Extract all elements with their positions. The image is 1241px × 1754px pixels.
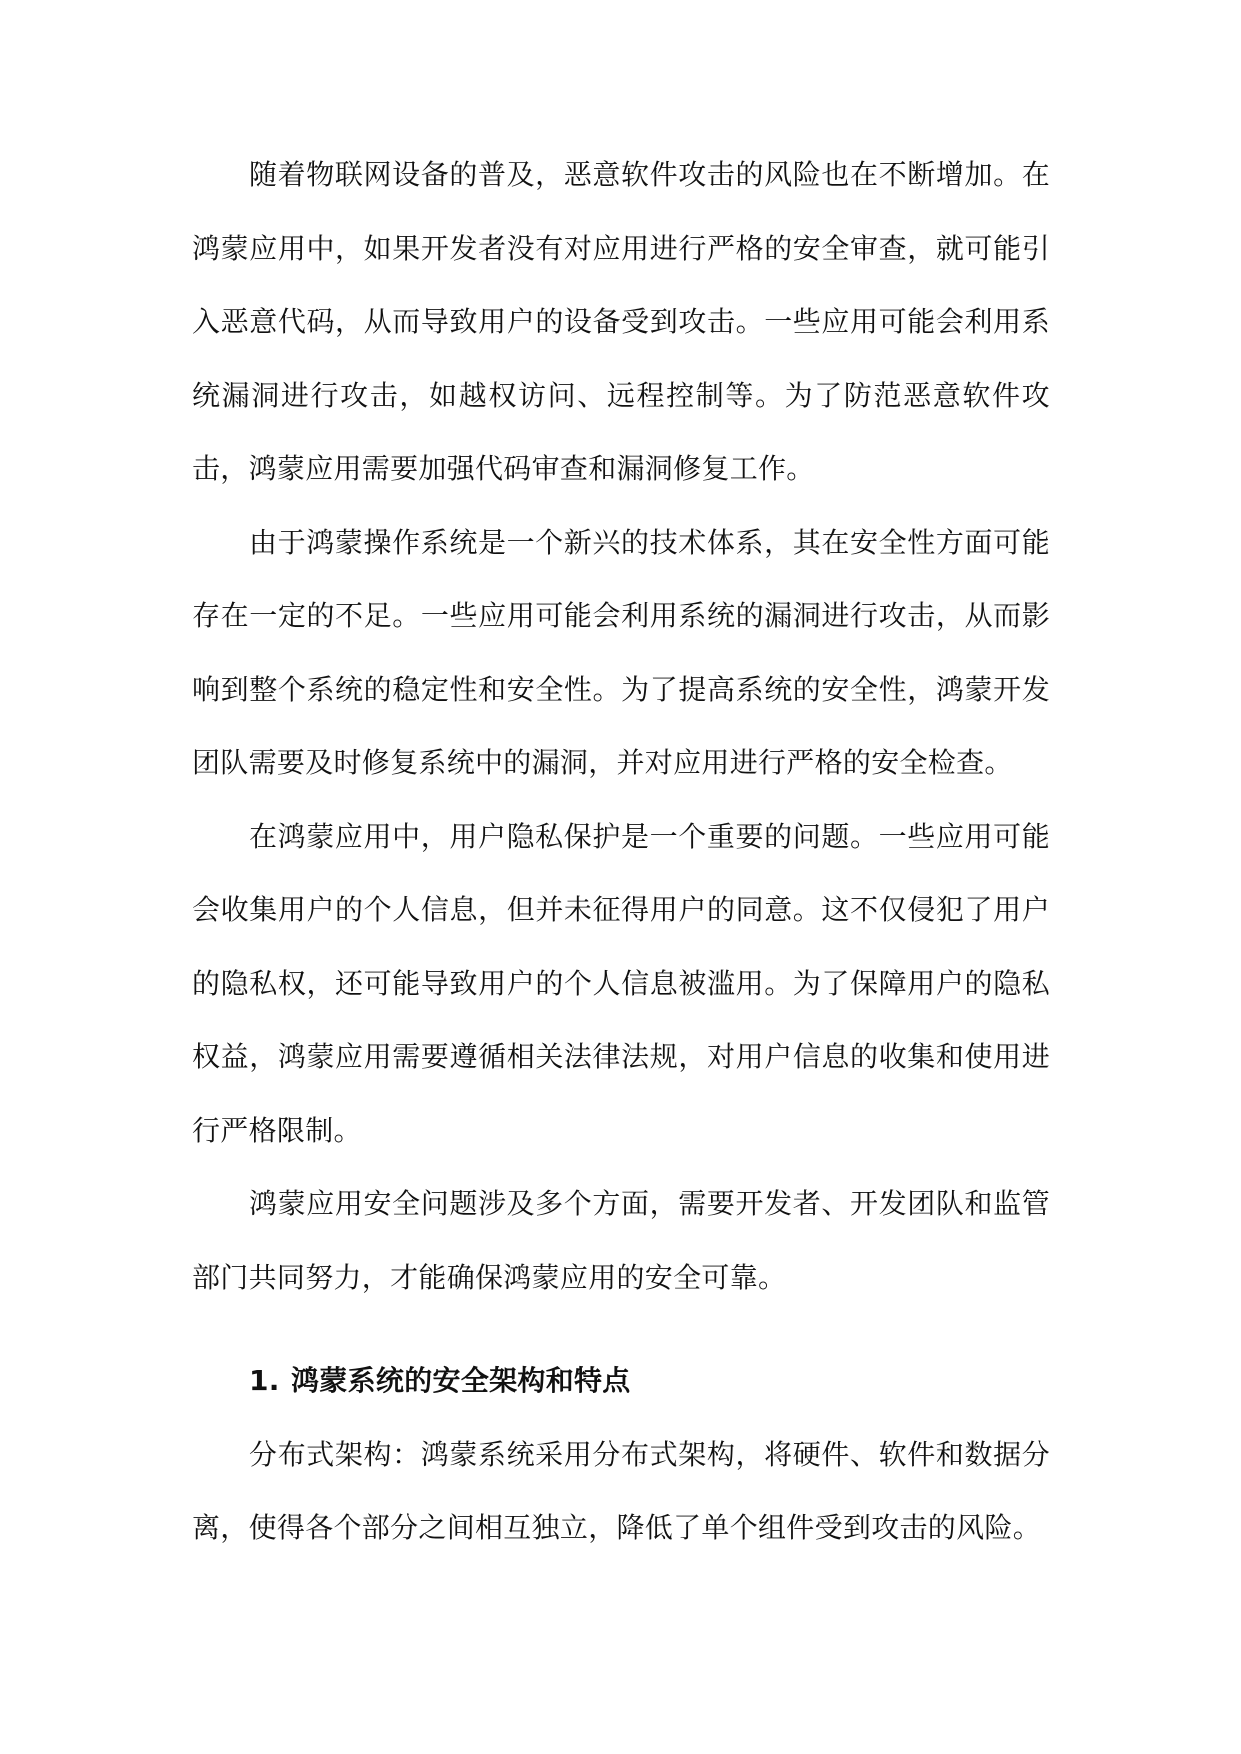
section-title: 鸿蒙系统的安全架构和特点 [291, 1364, 631, 1397]
paragraph-system-vulnerabilities: 由于鸿蒙操作系统是一个新兴的技术体系，其在安全性方面可能存在一定的不足。一些应用可能会利用系统的漏洞进行攻击，从而影响到整个系统的稳定性和安全性。为了提高系统的安全性，鸿蒙开发团队需要及时修复系统中的漏洞，并对应用进行严格的安全检查。 [192, 525, 1050, 779]
paragraph-summary: 鸿蒙应用安全问题涉及多个方面，需要开发者、开发团队和监管部门共同努力，才能确保鸿蒙应用的安全可靠。 [192, 1187, 1050, 1294]
section-number: 1. [249, 1364, 280, 1397]
paragraph-distributed-architecture: 分布式架构：鸿蒙系统采用分布式架构，将硬件、软件和数据分离，使得各个部分之间相互独立，降低了单个组件受到攻击的风险。 [192, 1437, 1050, 1544]
paragraph-malware-risk: 随着物联网设备的普及，恶意软件攻击的风险也在不断增加。在鸿蒙应用中，如果开发者没有对应用进行严格的安全审查，就可能引入恶意代码，从而导致用户的设备受到攻击。一些应用可能会利用系统漏洞进行攻击，如越权访问、远程控制等。为了防范恶意软件攻击，鸿蒙应用需要加强代码审查和漏洞修复工作。 [192, 158, 1050, 485]
paragraph-user-privacy: 在鸿蒙应用中，用户隐私保护是一个重要的问题。一些应用可能会收集用户的个人信息，但并未征得用户的同意。这不仅侵犯了用户的隐私权，还可能导致用户的个人信息被滥用。为了保障用户的隐私权益，鸿蒙应用需要遵循相关法律法规，对用户信息的收集和使用进行严格限制。 [192, 819, 1050, 1147]
document-body [192, 138, 1050, 1565]
section-heading [192, 1344, 1050, 1418]
